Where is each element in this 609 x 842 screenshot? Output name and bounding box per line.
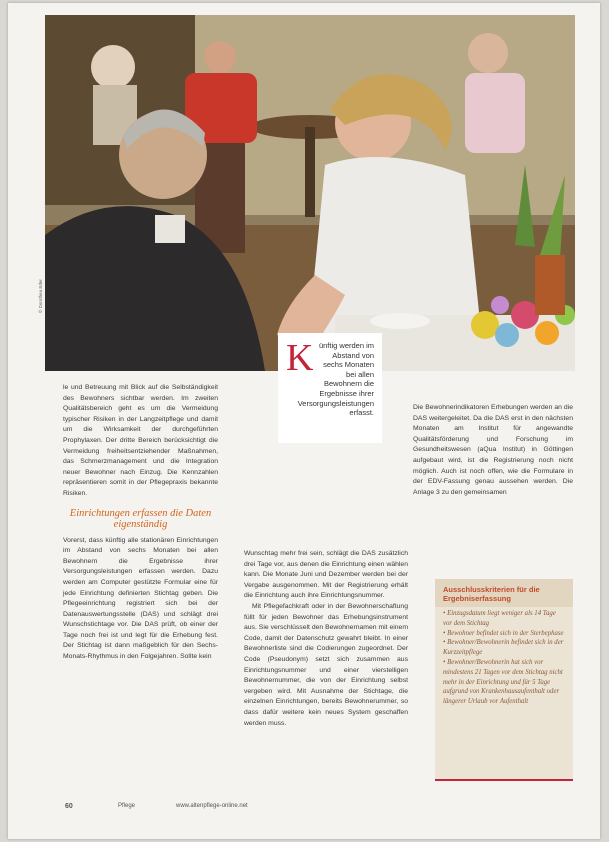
sidebar-line: • Bewohner befindet sich in der Sterbephase [443,629,564,637]
column-1 [63,383,218,663]
sidebar-line: • Bewohner/Bewohnerin befindet sich in der Kurzzeitpflege [443,639,564,657]
magazine-page [8,3,600,839]
col2-paragraph-1: Wunschtag mehr frei sein, schlägt die DAS zusätzlich drei Tage vor, aus denen die Einrichtung einen wählen kann. Die Monate Juni und Dezember werden bei der Vergabe ausgenommen. Mit der Registrierung erhält die Einrichtung auch ihre Einrichtungsnummer. [244,550,408,600]
caption-text: ünftig werden im Abstand von sechs Monaten bei allen Bewohnern die Ergebnisse ihrer Versorgungsleistungen erfasst. [297,341,374,418]
sidebar-line: • Bewohner/Bewohnerin hat sich vor mindestens 21 Tagen vor dem Stichtag nicht mehr in der Einrichtung und für 5 Tage aufgrund von Krankenhausaufenthalt oder längerer Urlaub vor Aufenthalt [443,658,563,706]
sidebar-line: • Einzugsdatum liegt weniger als 14 Tage vor dem Stichtag [443,610,556,627]
caption-dropcap: K [286,337,314,379]
page-number: 60 [65,803,73,810]
website-url: www.altenpflege-online.net [176,803,248,809]
sidebar-title: Ausschlusskriterien für die Ergebniserfassung [435,579,573,607]
care-scene-illustration [45,15,575,379]
col3-paragraph-1: Die Bewohnerindikatoren Erhebungen werden an die DAS weitergeleitet. Da die DAS erst in den nächsten Monaten am Institut für angewandte Qualitätsförderung und Forschung im Gesundheitswesen (aQua Institut) in Göttingen aufgebaut wird, ist die Registrierung noch nicht möglich. Auch ist noch offen, wie die Formulare in der EDV-Fassung genau aussehen werden. Die Anlage 3 zu den gemeinsamen [413,404,573,496]
col1-subheading: Einrichtungen erfassen die Daten eigenständig [69,507,212,530]
photo-credit: © Dorothea Eder [38,279,43,313]
col1-paragraph-2: Vorerst, dass künftig alle stationären Einrichtungen im Abstand von sechs Monaten bei allen Bewohnern die Ergebnisse ihrer Versorgungsleistungen erfassen werden. Dazu werden am Computer gestützte Formular eine für jede Einrichtung definierten Stichtag geben. Die Pflegeeinrichtung registriert sich bei der Datenauswertungsstelle (DAS) und schlägt drei Wunschstichtage vor. Die DAS prüft, ob einer der Tage noch frei ist und legt für die Erhebung fest. Der Stichtag ist dann maßgeblich für den Sechs-Monats-Rhythmus in den Folgejahren. Sollte kein [63,536,218,661]
col2-paragraph-2: Mit Pflegefachkraft oder in der Bewohnerschaftung füllt für jeden Bewohner das Erhebungsinstrument aus. Sie verschlüsselt den Bewohnernamen mit einem Code, damit der Datenschutz gewahrt bleibt. In einer Bewohnerliste sind die Codierungen zugeordnet. Der Code (Pseudonym) setzt sich zusammen aus Einrichtungsnummer und einer vierstelligen Bewohnernummer, die von der Einrichtung selbst vergeben wird. Mit Ausnahme der Stichtage, die einzelnen Einrichtungen, bereits Bewohnerummer, so dass dafür weitere kein neues System geschaffen werden muss. [244,602,408,727]
caption-box [278,333,382,443]
magazine-name: Pflege [118,803,136,809]
photo [45,15,575,379]
sidebar-body [435,607,573,709]
exclusion-criteria-box [435,579,573,781]
column-3 [413,403,573,498]
column-2 [244,549,408,729]
col1-paragraph-1: le und Betreuung mit Blick auf die Selbständigkeit des Bewohners sichtbar werden. Im zweiten Qualitätsbereich geht es um die Vermeidung typischer Risiken in der Langzeitpflege und damit um die Wirksamkeit der durchgeführten Prophylaxen. Der dritte Bereich berücksichtigt die Vermeidung freiheitsentziehender Maßnahmen, das Schmerzmanagement und die Integration neuer Bewohner nach Einzug. Die Kennzahlen repräsentieren somit in der Pflegepraxis bekannte Risiken. [63,384,218,497]
